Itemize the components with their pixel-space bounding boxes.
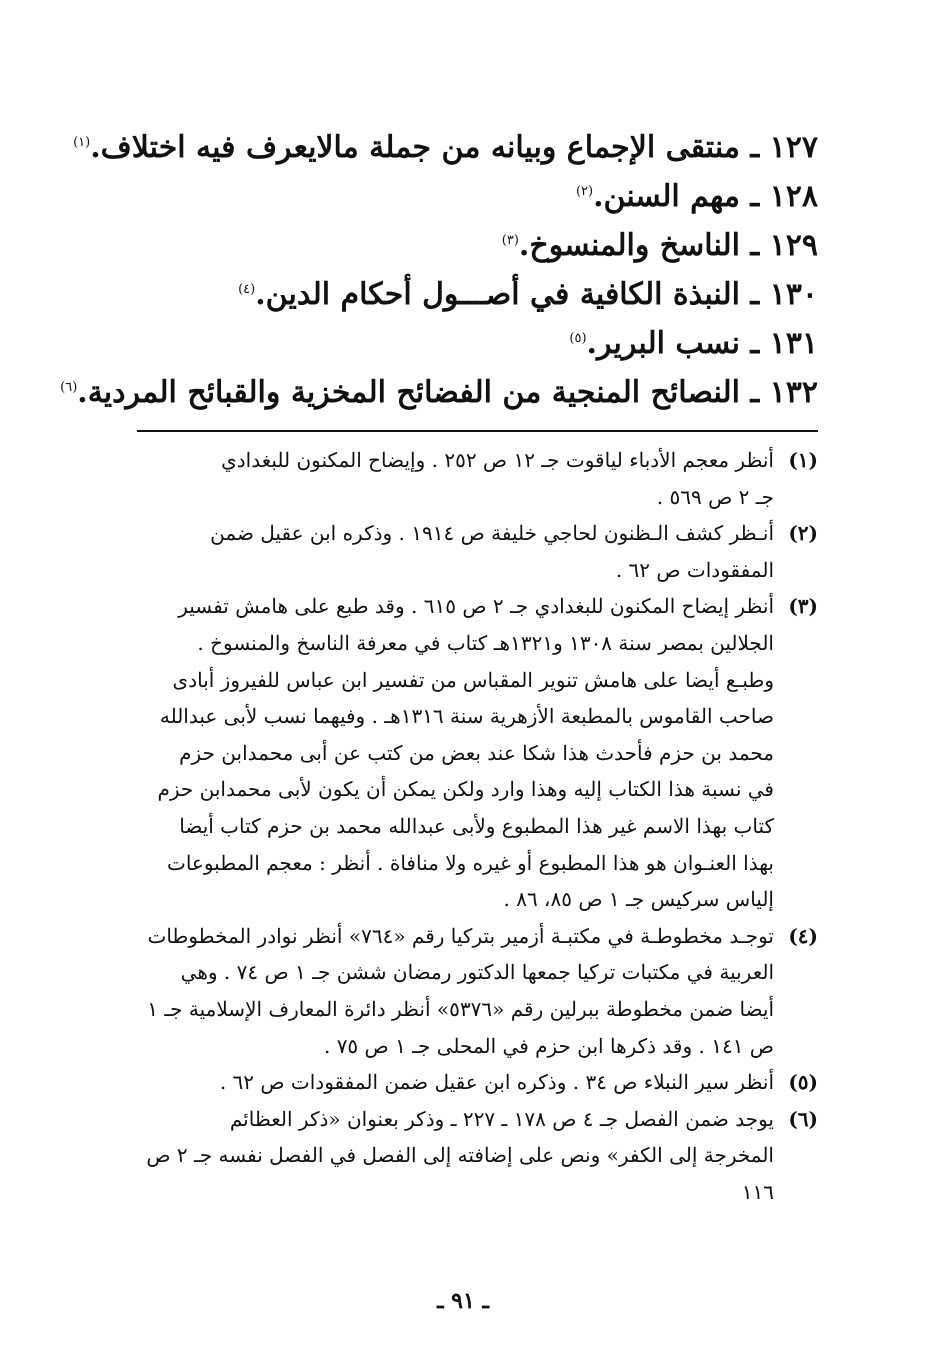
list-item <box>130 265 818 314</box>
footnote-body <box>137 1064 774 1101</box>
entry-text: ١٣١ ـ نسب البرير. <box>586 326 818 361</box>
footnote-ref: (٤) <box>238 282 256 297</box>
footnote <box>137 918 818 1064</box>
footnote-line: صاحب القاموس بالمطبعة الأزهرية سنة ١٣١٦هـ . وفيهما نسب لأبى عبدالله <box>159 704 774 729</box>
footnote-ref: (٣) <box>501 233 519 248</box>
footnote-ref: (٢) <box>575 184 594 199</box>
footnote-number: (٣) <box>788 594 818 619</box>
page-number: ـ ٩١ ـ <box>437 1288 489 1314</box>
footnote <box>137 588 818 917</box>
footnote-line: يوجد ضمن الفصل جـ ٤ ص ١٧٨ ـ ٢٢٧ ـ وذكر بعنوان «ذكر العظائم <box>229 1106 774 1131</box>
footnote-line: أنـظر كشف الـظنون لحاجي خليفة ص ١٩١٤ . وذكره ابن عقيل ضمن <box>210 521 774 546</box>
footnote-line: العربية في مكتبات تركيا جمعها الدكتور رمضان ششن جـ ١ ص ٧٤ . وهي <box>180 960 774 985</box>
footnote <box>137 1064 818 1101</box>
footnote-body <box>137 515 774 588</box>
footnote-number: (٤) <box>788 923 818 948</box>
footnote <box>137 1101 818 1211</box>
footnote <box>137 515 818 588</box>
footnote-number: (٥) <box>788 1070 818 1095</box>
footnote-number: (٦) <box>788 1106 818 1131</box>
footnote-body <box>137 1101 774 1211</box>
list-item <box>130 314 818 363</box>
footnote-body <box>137 918 774 1064</box>
list-item <box>130 167 818 216</box>
entry-text: ١٣٠ ـ النبذة الكافية في أصـــول أحكام الدين. <box>255 277 818 312</box>
list-item <box>73 118 818 167</box>
footnote-line: توجـد مخطوطـة في مكتبـة أزمير بتركيا رقم «٧٦٤» أنظر نوادر المخطوطات <box>147 923 774 948</box>
entry-text: ١٣٢ ـ النصائح المنجية من الفضائح المخزية والقبائح المردية. <box>77 375 818 410</box>
footnote-line: جـ ٢ ص ٥٦٩ . <box>656 484 774 509</box>
footnote-number: (١) <box>788 448 818 472</box>
footnote-ref: (٥) <box>569 331 587 346</box>
book-list <box>60 118 818 412</box>
list-item <box>60 363 818 412</box>
footnote <box>137 442 818 515</box>
footnote-divider <box>137 430 818 432</box>
footnote-body <box>137 442 774 515</box>
footnote-line: أيضا ضمن مخطوطة ببرلين رقم «٥٣٧٦» أنظر دائرة المعارف الإسلامية جـ ١ <box>147 996 774 1021</box>
footnote-line: إلياس سركيس جـ ١ ص ٨٥، ٨٦ . <box>503 887 774 912</box>
footnotes <box>137 442 818 1210</box>
footnote-line: أنظر معجم الأدباء لياقوت جـ ١٢ ص ٢٥٢ . وإيضاح المكنون للبغدادي <box>221 448 774 472</box>
footnote-line: محمد بن حزم فأحدث هذا شكا عند بعض من كتب عن أبى محمدابن حزم <box>179 740 774 765</box>
entry-text: ١٢٩ ـ الناسخ والمنسوخ. <box>518 228 818 263</box>
footnote-line: وطبـع أيضا على هامش تنوير المقباس من تفسير ابن عباس للفيروز أبادى <box>172 667 774 692</box>
list-item <box>130 216 818 265</box>
footnote-line: كتاب بهذا الاسم غير هذا المطبوع ولأبى عبدالله محمد بن حزم كتاب أيضا <box>179 813 774 838</box>
footnote-line: المفقودات ص ٦٢ . <box>615 557 774 582</box>
footnote-line: ص ١٤١ . وقد ذكرها ابن حزم في المحلى جـ ١ ص ٧٥ . <box>323 1033 774 1058</box>
footnote-line: بهذا العنـوان هو هذا المطبوع أو غيره ولا منافاة . أنظر : معجم المطبوعات <box>166 850 774 875</box>
footnote-line: المخرجة إلى الكفر» ونص على إضافته إلى الفصل في الفصل نفسه جـ ٢ ص <box>146 1143 774 1168</box>
footnote-line: في نسبة هذا الكتاب إليه وهذا وارد ولكن يمكن أن يكون لأبى محمدابن حزم <box>157 777 774 802</box>
footnote-line: أنظر إيضاح المكنون للبغدادي جـ ٢ ص ٦١٥ . وقد طبع على هامش تفسير <box>178 594 774 619</box>
footnote-number: (٢) <box>788 521 818 546</box>
entry-text: ١٢٧ ـ منتقى الإجماع وبيانه من جملة مالايعرف فيه اختلاف. <box>90 130 818 165</box>
footnote-ref: (٦) <box>60 380 78 395</box>
footnote-line: الجلالين بمصر سنة ١٣٠٨ و١٣٢١هـ كتاب في معرفة الناسخ والمنسوخ . <box>197 630 774 655</box>
footnote-ref: (١) <box>73 135 91 150</box>
footnote-body <box>137 588 774 917</box>
footnote-line: ١١٦ <box>741 1179 774 1204</box>
footnote-line: أنظر سير النبلاء ص ٣٤ . وذكره ابن عقيل ضمن المفقودات ص ٦٢ . <box>219 1070 774 1095</box>
entry-text: ١٢٨ ـ مهم السنن. <box>593 179 818 214</box>
